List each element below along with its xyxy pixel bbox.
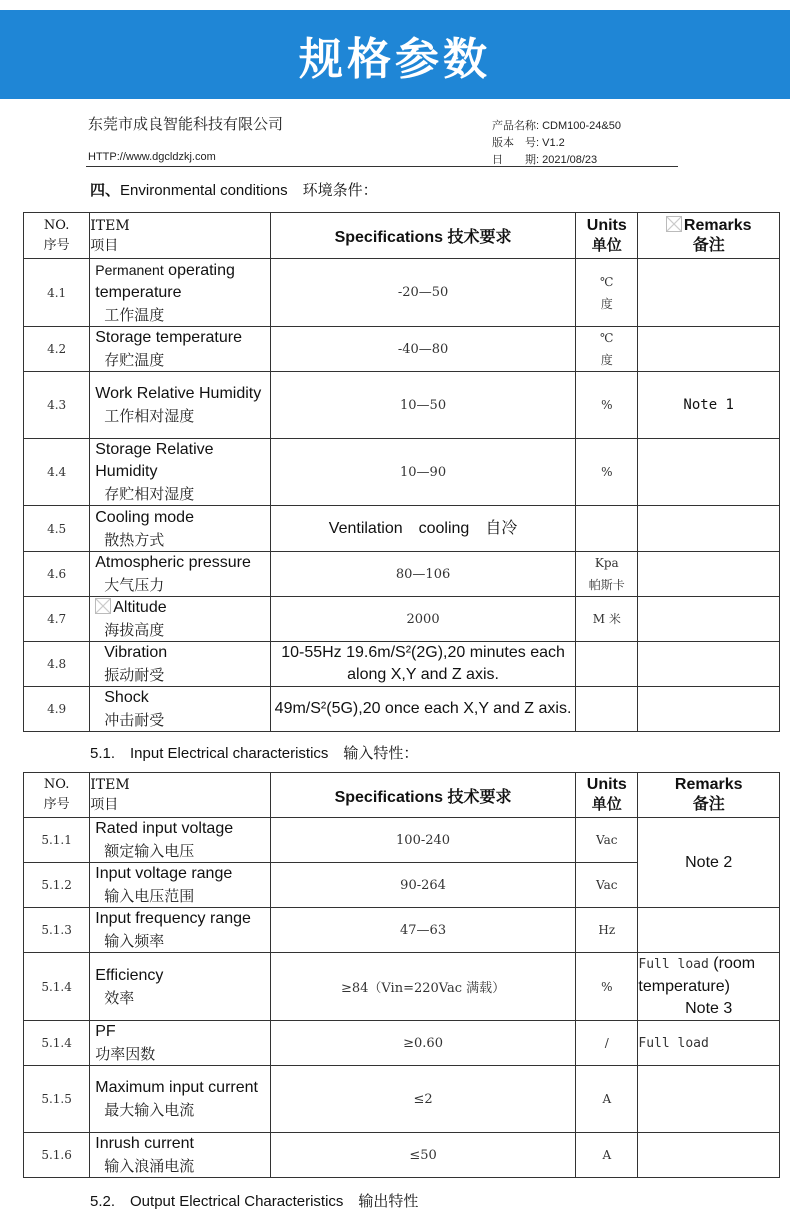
remarks-cell (638, 327, 780, 372)
section-heading-output: 5.2. Output Electrical Characteristics 输出特性 (90, 1193, 419, 1210)
header-units: Units 单位 (576, 773, 638, 818)
table-row: 4.2 Storage temperature 存贮温度 -40—80 ℃ 度 (24, 327, 780, 372)
table-row: 4.3 Work Relative Humidity 工作相对湿度 10—50 % Note 1 (24, 372, 780, 439)
remarks-full-load-room-temp: Full load (room temperature) Note 3 (638, 953, 780, 1021)
table-header-row (24, 213, 780, 259)
banner-title: 规格参数 (299, 33, 491, 85)
section-heading-environment (90, 179, 378, 200)
version: 版本 号: V1.2 (492, 137, 565, 149)
remarks-cell (638, 506, 780, 552)
table-row: 4.5 Cooling mode 散热方式 Ventilation cooling 自冷 (24, 506, 780, 552)
remarks-cell (638, 1133, 780, 1178)
header-item: ITEM 项目 (90, 213, 271, 259)
header-remarks: Remarks 备注 (638, 213, 780, 259)
header-remarks: Remarks 备注 (638, 773, 780, 818)
header-item: ITEM 项目 (90, 773, 271, 818)
header-no: NO. 序号 (24, 773, 90, 818)
table-row: 5.1.1 Rated input voltage 额定输入电压 100-240 Vac Note 2 (24, 818, 780, 863)
input-electrical-table (23, 772, 780, 1178)
remarks-cell (638, 597, 780, 642)
broken-image-icon (95, 598, 111, 614)
table-row: 5.1.4 PF 功率因数 ≥0.60 / Full load (24, 1021, 780, 1066)
remarks-cell (638, 642, 780, 687)
remarks-note-2: Note 2 (638, 818, 780, 908)
table-row: 4.4 Storage Relative Humidity 存贮相对湿度 10—90 % (24, 439, 780, 506)
page-banner (0, 10, 790, 99)
table-row: 4.6 Atmospheric pressure 大气压力 80—106 Kpa 帕斯卡 (24, 552, 780, 597)
section-number: 四、 (90, 181, 121, 199)
header-units: Units 单位 (576, 213, 638, 259)
remarks-cell (638, 1066, 780, 1133)
doc-date: 日 期: 2021/08/23 (492, 154, 598, 166)
section-heading-input: 5.1. Input Electrical characteristics 输入特性： (90, 745, 419, 762)
remarks-cell (638, 439, 780, 506)
product-name: 产品名称: CDM100-24&50 (492, 120, 621, 132)
table-row: 5.1.6 Inrush current 输入浪涌电流 ≤50 A (24, 1133, 780, 1178)
remarks-cell (638, 552, 780, 597)
header-no: NO. 序号 (24, 213, 90, 259)
table-header-row (24, 773, 780, 818)
table-row: 5.1.4 Efficiency 效率 ≥84（Vin=220Vac 满载） % Full load (room temperature) Note 3 (24, 953, 780, 1021)
table-row: 4.1 Permanent operating temperature 工作温度 -20—50 ℃ 度 (24, 259, 780, 327)
table-row: 5.1.3 Input frequency range 输入频率 47—63 Hz (24, 908, 780, 953)
table-row: 5.1.5 Maximum input current 最大输入电流 ≤2 A (24, 1066, 780, 1133)
remarks-note-1: Note 1 (638, 372, 780, 439)
header-spec: Specifications 技术要求 (270, 213, 575, 259)
table-row: 4.8 Vibration 振动耐受 10-55Hz 19.6m/S²(2G),20 minutes each along X,Y and Z axis. (24, 642, 780, 687)
broken-image-icon (666, 216, 682, 232)
remarks-cell (638, 259, 780, 327)
header-spec: Specifications 技术要求 (270, 773, 575, 818)
environment-table (23, 212, 780, 732)
company-url[interactable]: HTTP://www.dgcldzkj.com (88, 151, 216, 163)
section-title: Environmental conditions 环境条件： (120, 182, 378, 199)
remarks-cell (638, 908, 780, 953)
header-divider (86, 166, 678, 167)
table-row: 4.7 Altitude 海拔高度 2000 M 米 (24, 597, 780, 642)
table-row: 5.1.2 Input voltage range 输入电压范围 90-264 Vac (24, 863, 780, 908)
remarks-cell (638, 687, 780, 732)
company-name: 东莞市成良智能科技有限公司 (88, 115, 284, 133)
remarks-full-load: Full load (638, 1021, 780, 1066)
table-row: 4.9 Shock 冲击耐受 49m/S²(5G),20 once each X,Y and Z axis. (24, 687, 780, 732)
